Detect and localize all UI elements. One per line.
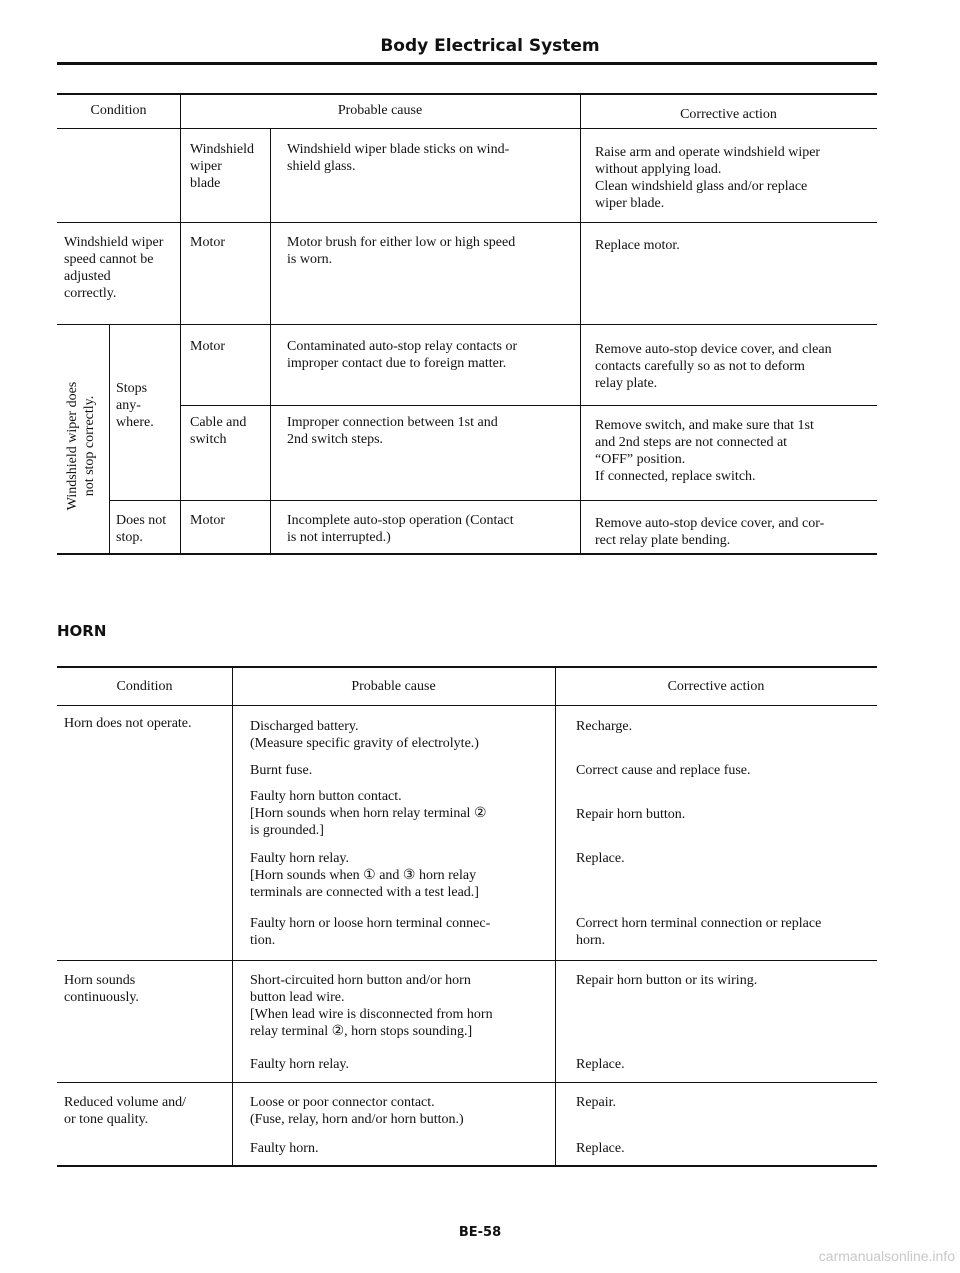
horn-g1-condition: Horn does not operate. bbox=[64, 716, 192, 731]
wiper-row4-bottom bbox=[109, 500, 877, 501]
wiper-row5-cause: Incomplete auto-stop operation (Contact is not interrupted.) bbox=[287, 513, 514, 545]
horn-g1-i1-action: Recharge. bbox=[576, 719, 633, 734]
horn-header-condition: Condition bbox=[116, 679, 173, 694]
wiper-row1-component: Windshield wiper blade bbox=[190, 142, 254, 191]
wiper-row2-bottom bbox=[57, 324, 877, 325]
horn-header-cause: Probable cause bbox=[351, 679, 436, 694]
wiper-row2-condition: Windshield wiper speed cannot be adjusted correctly. bbox=[64, 235, 164, 301]
wiper-row2-cause: Motor brush for either low or high speed is worn. bbox=[287, 235, 516, 267]
horn-table-bottom bbox=[57, 1165, 877, 1167]
wiper-table-bottom bbox=[57, 553, 877, 555]
horn-heading: HORN bbox=[57, 622, 107, 640]
wiper-row1-bottom bbox=[57, 222, 877, 223]
horn-g3-i2-cause: Faulty horn. bbox=[250, 1141, 319, 1156]
wiper-vline-1 bbox=[180, 93, 181, 553]
page-title: Body Electrical System bbox=[380, 36, 600, 56]
horn-g1-i5-action: Correct horn terminal connection or replace horn. bbox=[576, 916, 822, 948]
horn-vline-1b bbox=[232, 966, 233, 1166]
wiper-sub-does-not-stop: Does not stop. bbox=[116, 513, 167, 545]
wiper-row2-action: Replace motor. bbox=[595, 238, 680, 253]
horn-g1-i5-cause: Faulty horn or loose horn terminal connec- tion. bbox=[250, 916, 491, 948]
wiper-sub-stops: Stops any- where. bbox=[116, 381, 154, 430]
horn-g1-bottom bbox=[57, 960, 877, 961]
wiper-row2-component: Motor bbox=[190, 235, 225, 250]
title-rule bbox=[57, 62, 877, 65]
horn-g2-i2-action: Replace. bbox=[576, 1057, 625, 1072]
horn-header-top bbox=[57, 666, 877, 668]
horn-g1-i3-cause: Faulty horn button contact. [Horn sounds when horn relay terminal ② is grounded.] bbox=[250, 789, 487, 838]
wiper-row3-component: Motor bbox=[190, 339, 225, 354]
horn-g3-i2-action: Replace. bbox=[576, 1141, 625, 1156]
watermark: carmanualsonline.info bbox=[818, 1248, 955, 1264]
wiper-row3-bottom bbox=[180, 405, 877, 406]
horn-g1-i2-action: Correct cause and replace fuse. bbox=[576, 763, 751, 778]
wiper-row3-action: Remove auto-stop device cover, and clean contacts carefully so as not to deform relay plate. bbox=[595, 342, 832, 391]
wiper-row5-action: Remove auto-stop device cover, and cor- rect relay plate bending. bbox=[595, 516, 825, 548]
horn-g1-i1-cause: Discharged battery. (Measure specific gravity of electrolyte.) bbox=[250, 719, 479, 751]
wiper-header-action: Corrective action bbox=[680, 107, 777, 122]
wiper-row4-cause: Improper connection between 1st and 2nd switch steps. bbox=[287, 415, 498, 447]
horn-vline-1 bbox=[232, 666, 233, 966]
horn-g2-i1-cause: Short-circuited horn button and/or horn button lead wire. [When lead wire is disconnected from horn relay terminal ②, horn stops sounding.] bbox=[250, 973, 493, 1039]
horn-g3-i1-cause: Loose or poor connector contact. (Fuse, relay, horn and/or horn button.) bbox=[250, 1095, 464, 1127]
horn-g3-condition: Reduced volume and/ or tone quality. bbox=[64, 1095, 187, 1127]
horn-header-bottom bbox=[57, 705, 877, 706]
horn-g2-condition: Horn sounds continuously. bbox=[64, 973, 139, 1005]
wiper-vline-3 bbox=[580, 93, 581, 553]
wiper-row1-cause: Windshield wiper blade sticks on wind- shield glass. bbox=[287, 142, 510, 174]
wiper-row3-cause: Contaminated auto-stop relay contacts or improper contact due to foreign matter. bbox=[287, 339, 518, 371]
wiper-group-condition: Windshield wiper does not stop correctly. bbox=[65, 381, 97, 511]
wiper-vline-sub bbox=[109, 325, 110, 553]
horn-g2-i1-action: Repair horn button or its wiring. bbox=[576, 973, 758, 988]
horn-g1-i4-action: Replace. bbox=[576, 851, 625, 866]
wiper-header-cause: Probable cause bbox=[337, 103, 423, 118]
horn-g1-i3-action: Repair horn button. bbox=[576, 807, 686, 822]
page-number: BE-58 bbox=[458, 1225, 502, 1240]
wiper-vline-2 bbox=[270, 128, 271, 553]
horn-header-action: Corrective action bbox=[667, 679, 765, 694]
wiper-row4-component: Cable and switch bbox=[190, 415, 247, 447]
horn-g2-bottom bbox=[57, 1082, 877, 1083]
horn-g3-i1-action: Repair. bbox=[576, 1095, 617, 1110]
wiper-row4-action: Remove switch, and make sure that 1st and 2nd steps are not connected at “OFF” position. If connected, replace switch. bbox=[595, 418, 814, 484]
horn-vline-2 bbox=[555, 666, 556, 1166]
horn-g1-i4-cause: Faulty horn relay. [Horn sounds when ① and ③ horn relay terminals are connected with a test lead.] bbox=[250, 851, 479, 900]
wiper-header-condition: Condition bbox=[90, 103, 147, 118]
wiper-row1-action: Raise arm and operate windshield wiper without applying load. Clean windshield glass and/or replace wiper blade. bbox=[595, 145, 821, 211]
horn-g2-i2-cause: Faulty horn relay. bbox=[250, 1057, 350, 1072]
wiper-row5-component: Motor bbox=[190, 513, 225, 528]
horn-g1-i2-cause: Burnt fuse. bbox=[250, 763, 313, 778]
